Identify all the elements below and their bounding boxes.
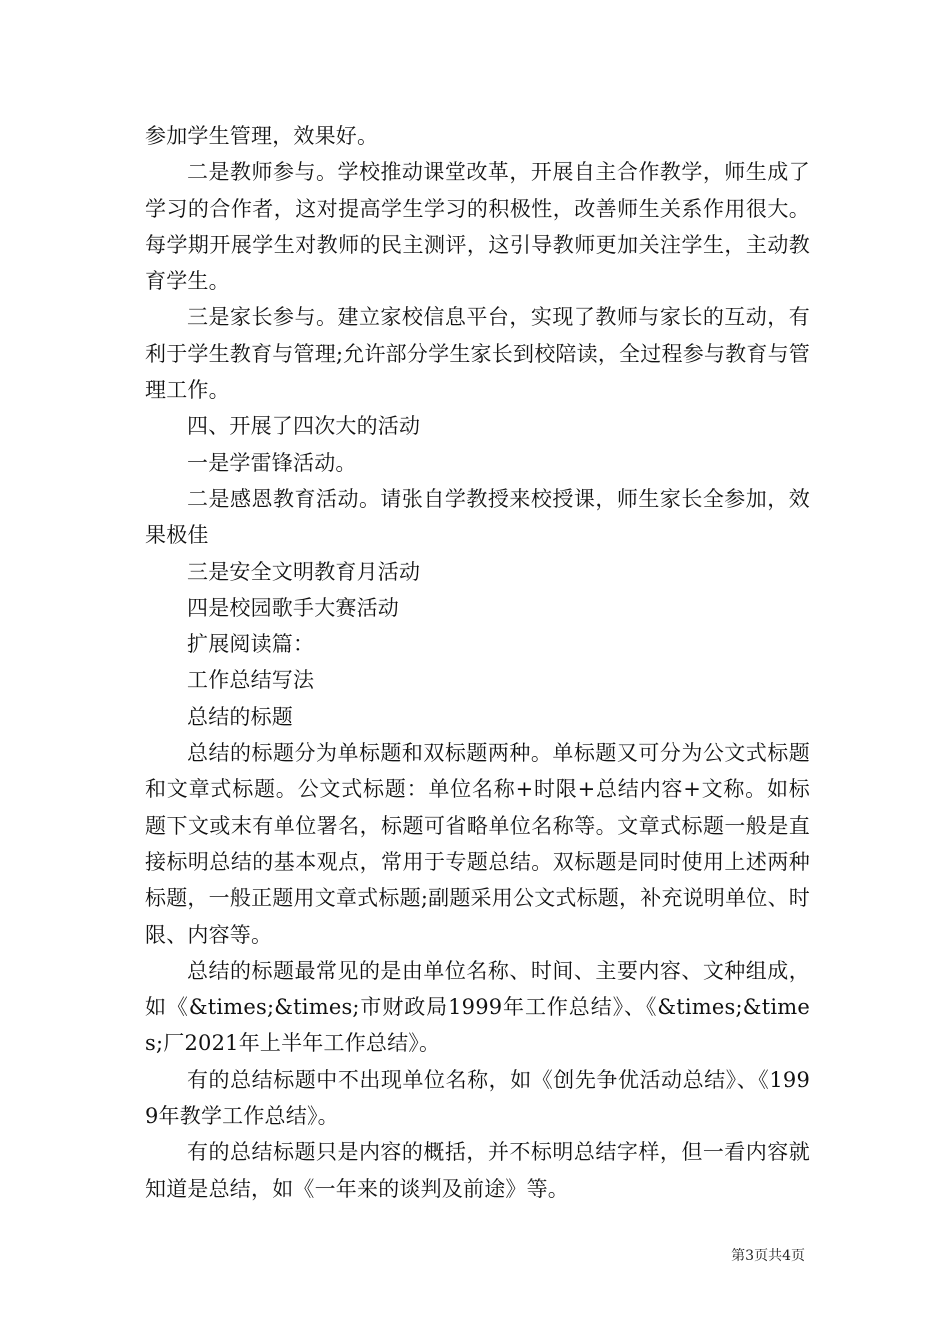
paragraph-12: 总结的标题分为单标题和双标题两种。单标题又可分为公文式标题和文章式标题。公文式标题：单位名称+时限+总结内容+文称。如标题下文或末有单位署名，标题可省略单位名称等。文章式标题一般是直接标明总结的基本观点，常用于专题总结。双标题是同时使用上述两种标题，一般正题用文章式标题;副题采用公文式标题，补充说明单位、时限、内容等。	[145, 741, 810, 947]
paragraph-13: 总结的标题最常见的是由单位名称、时间、主要内容、文种组成，如《&times;&times;市财政局1999年工作总结》、《&times;&times;厂2021年上半年工作总结》。	[145, 958, 810, 1056]
document-body	[145, 118, 810, 1207]
paragraph-3: 三是家长参与。建立家校信息平台，实现了教师与家长的互动，有利于学生教育与管理;允许部分学生家长到校陪读，全过程参与教育与管理工作。	[145, 305, 810, 403]
paragraph-1: 参加学生管理，效果好。	[145, 124, 379, 148]
page-indicator: 第3页共4页	[731, 1248, 805, 1264]
paragraph-14: 有的总结标题中不出现单位名称，如《创先争优活动总结》、《1999年教学工作总结》。	[145, 1067, 810, 1129]
paragraph-8: 四是校园歌手大赛活动	[187, 595, 399, 620]
paragraph-2: 二是教师参与。学校推动课堂改革，开展自主合作教学，师生成了学习的合作者，这对提高学生学习的积极性，改善师生关系作用很大。每学期开展学生对教师的民主测评，这引导教师更加关注学生，主动教育学生。	[145, 160, 810, 294]
section-heading-writing-method: 工作总结写法	[187, 668, 315, 693]
paragraph-15: 有的总结标题只是内容的概括，并不标明总结字样，但一看内容就知道是总结，如《一年来的谈判及前途》等。	[145, 1140, 810, 1201]
section-heading-title: 总结的标题	[187, 704, 293, 729]
paragraph-5: 一是学雷锋活动。	[187, 450, 357, 475]
paragraph-6: 二是感恩教育活动。请张自学教授来校授课，师生家长全参加，效果极佳	[145, 486, 810, 548]
extended-reading-label: 扩展阅读篇：	[187, 632, 315, 657]
paragraph-7: 三是安全文明教育月活动	[187, 559, 421, 584]
section-heading-activities: 四、开展了四次大的活动	[187, 414, 421, 439]
